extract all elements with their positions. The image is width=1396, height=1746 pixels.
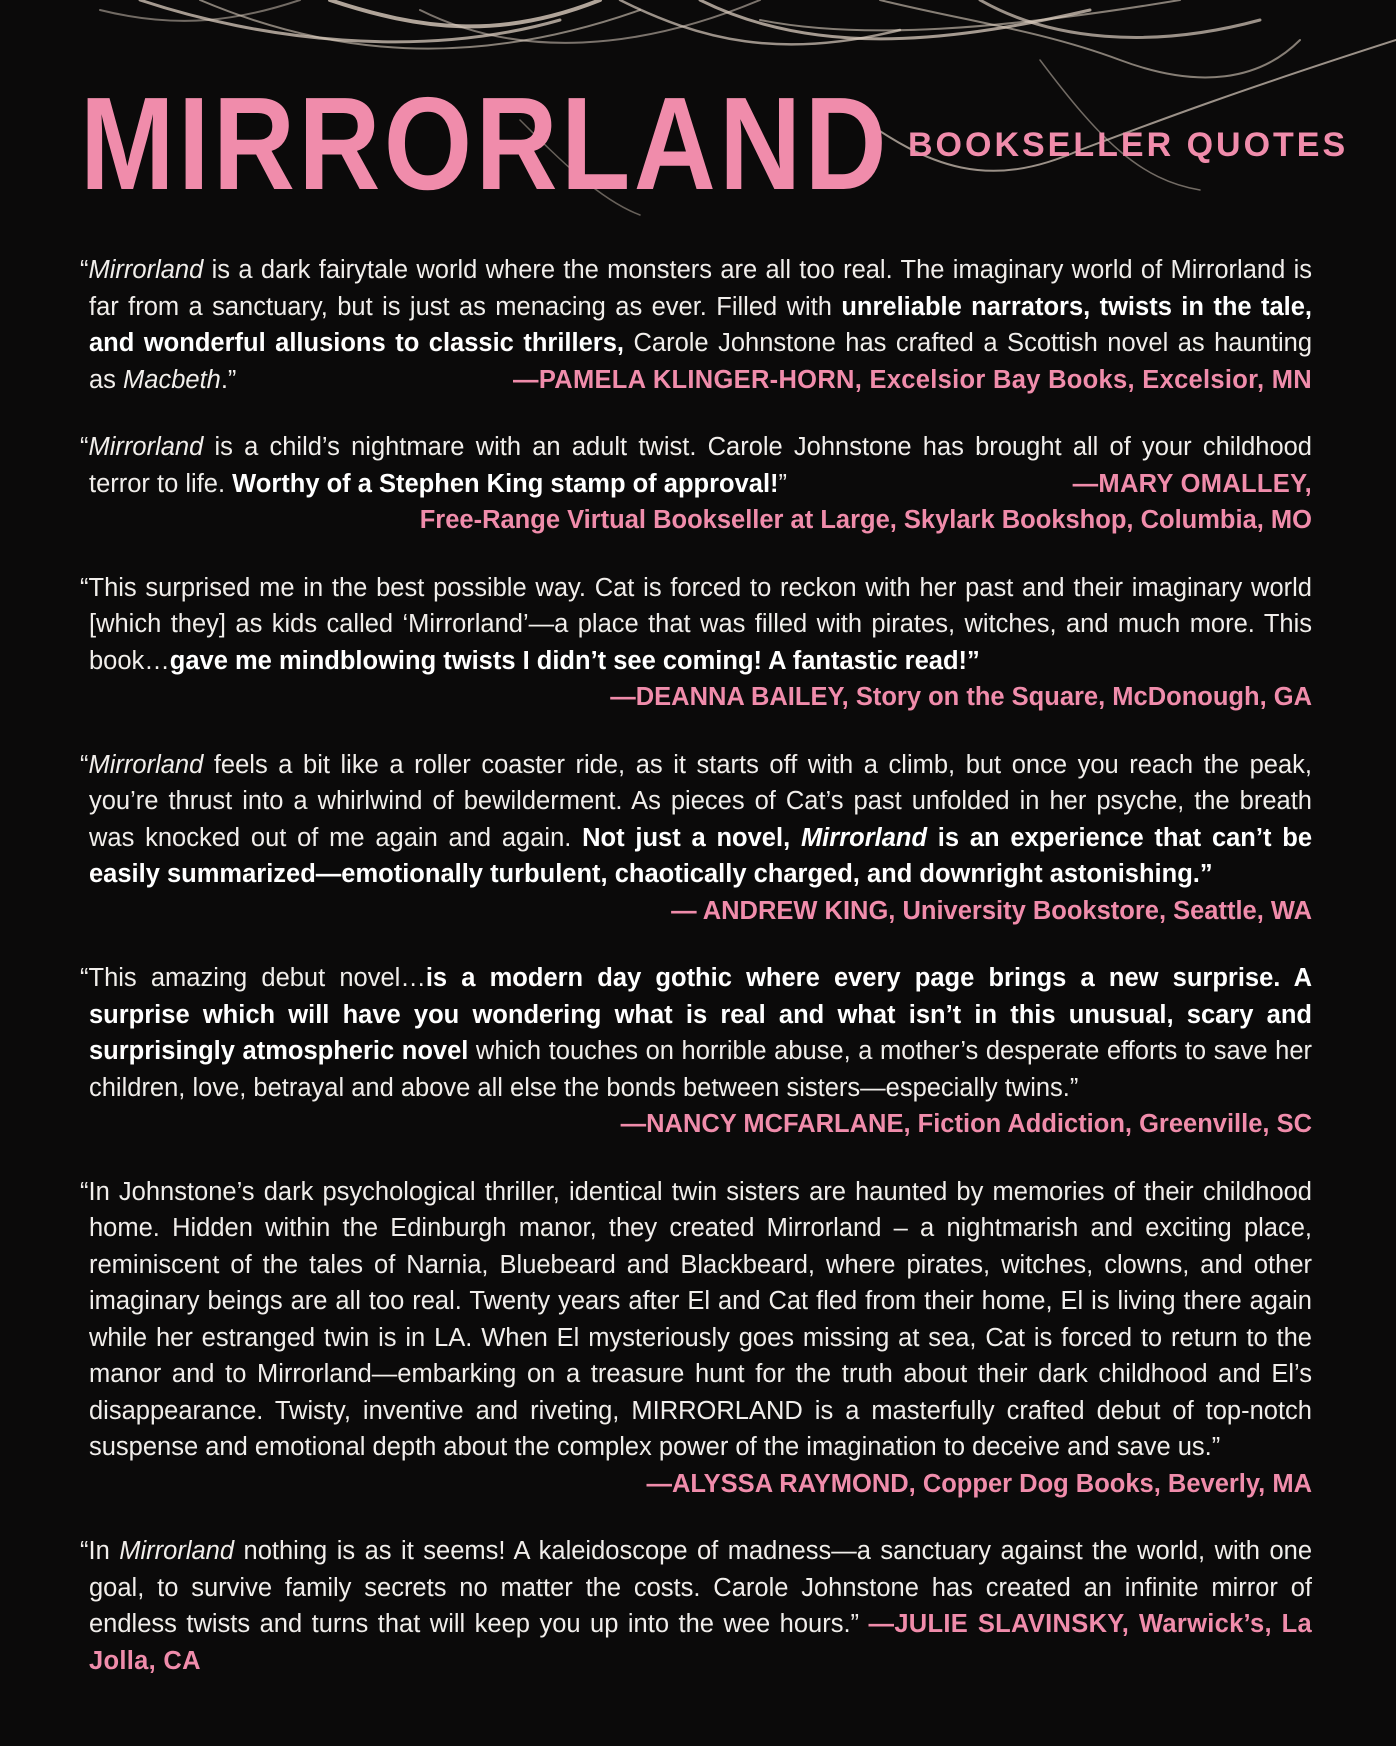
book-title: MIRRORLAND: [80, 70, 891, 217]
quote-text: “In Johnstone’s dark psychological thriller, identical twin sisters are haunted by memories of their childhood home. Hidden within the Edinburgh manor, they created Mirrorland – a nightmarish and exciting place, reminiscent of the tales of Narnia, Bluebeard and Blackbeard, where pirates, witches, clowns, and other imaginary beings are all too real. Twenty years after El and Cat fled from their home, El is living there again while her estranged twin is in LA. When El mysteriously goes missing at sea, Cat is forced to return to the manor and to Mirrorland—embarking on a treasure hunt for the truth about their dark childhood and El’s disappearance. Twisty, inventive and riveting, MIRRORLAND is a masterfully crafted debut of top-notch suspense and emotional depth about the complex power of the imagination to deceive and save us.”: [80, 1177, 1312, 1461]
quote-attribution-continued: Free-Range Virtual Bookseller at Large, Skylark Bookshop, Columbia, MO: [419, 506, 1312, 534]
quote-item: [80, 252, 1312, 398]
quote-highlight: unreliable narrators, twists in the tale, and wonderful allusions to classic thrillers,: [89, 292, 1312, 357]
quote-attribution: —DEANNA BAILEY, Story on the Square, McDonough, GA: [610, 683, 1312, 711]
quote-item: [80, 429, 1312, 539]
quotes-list: [80, 252, 1312, 1710]
quote-attribution: —MARY OMALLEY,: [1072, 469, 1312, 498]
quote-attribution: —JULIE SLAVINSKY, Warwick’s, La Jolla, CA: [89, 1610, 1312, 1675]
quote-item: [80, 1533, 1312, 1679]
book-title-italic: Mirrorland: [88, 433, 204, 461]
quote-item: [80, 960, 1312, 1143]
quote-attribution: —PAMELA KLINGER-HORN, Excelsior Bay Books, Excelsior, MN: [513, 365, 1312, 394]
quote-highlight: is a modern day gothic where every page brings a new surprise. A surprise which will have you wondering what is real and what isn’t in this unusual, scary and surprisingly atmospheric novel: [89, 964, 1313, 1065]
quote-attribution: — ANDREW KING, University Bookstore, Seattle, WA: [671, 896, 1312, 925]
book-title-italic: Mirrorland: [119, 1537, 235, 1565]
quote-item: [80, 570, 1312, 716]
quote-text: “This amazing debut novel…is a modern day gothic where every page brings a new surprise. A surprise which will have you wondering what is real and what isn’t in this unusual, scary and surprisingly atmospheric novel which touches on horrible abuse, a mother’s desperate efforts to save her children, love, betrayal and above all else the bonds between sisters—especially twins.”: [80, 964, 1313, 1102]
quote-text: “In Mirrorland nothing is as it seems! A kaleidoscope of madness—a sanctuary against the world, with one goal, to survive family secrets no matter the costs. Carole Johnstone has created an infinite mirror of endless twists and turns that will keep you up into the wee hours.” —JULIE SLAVINSKY, Warwick’s, La Jolla, CA: [80, 1537, 1313, 1675]
quote-attribution: —ALYSSA RAYMOND, Copper Dog Books, Beverly, MA: [646, 1469, 1312, 1498]
quote-text: “This surprised me in the best possible way. Cat is forced to reckon with her past and their imaginary world [which they] as kids called ‘Mirrorland’—a place that was filled with pirates, witches, and much more. This book…gave me mindblowing twists I didn’t see coming! A fantastic read!”: [80, 573, 1312, 675]
book-title-italic: Mirrorland: [88, 256, 204, 284]
quote-highlight: Worthy of a Stephen King stamp of approval!: [232, 469, 779, 498]
book-title-italic: Mirrorland: [88, 750, 204, 779]
quote-highlight: Not just a novel,: [582, 823, 801, 852]
quote-item: [80, 747, 1312, 930]
section-heading: BOOKSELLER QUOTES: [908, 126, 1349, 164]
quote-item: [80, 1174, 1312, 1503]
quote-text: “Mirrorland is a dark fairytale world where the monsters are all too real. The imaginary world of Mirrorland is far from a sanctuary, but is just as menacing as ever. Filled with unreliable narrators, twists in the tale, and wonderful allusions to classic thrillers, Carole Johnstone has crafted a Scottish novel as haunting as Macbeth.” —PAMELA KLINGER-HORN, Excelsior Bay Books, Excelsior, MN: [80, 252, 1312, 398]
quote-text: “Mirrorland feels a bit like a roller coaster ride, as it starts off with a climb, but once you reach the peak, you’re thrust into a whirlwind of bewilderment. As pieces of Cat’s past unfolded in her psyche, the breath was knocked out of me again and again. Not just a novel, Mirrorland is an experience that can’t be easily summarized—emotionally turbulent, chaotically charged, and downright astonishing.”: [80, 750, 1313, 888]
quote-attribution: —NANCY MCFARLANE, Fiction Addiction, Greenville, SC: [620, 1110, 1312, 1138]
quote-text: “Mirrorland is a child’s nightmare with an adult twist. Carole Johnstone has brought all of your childhood terror to life. Worthy of a Stephen King stamp of approval!” —MARY OMALLEY,: [80, 429, 1312, 502]
quote-highlight: gave me mindblowing twists I didn’t see coming! A fantastic read!”: [169, 646, 980, 675]
